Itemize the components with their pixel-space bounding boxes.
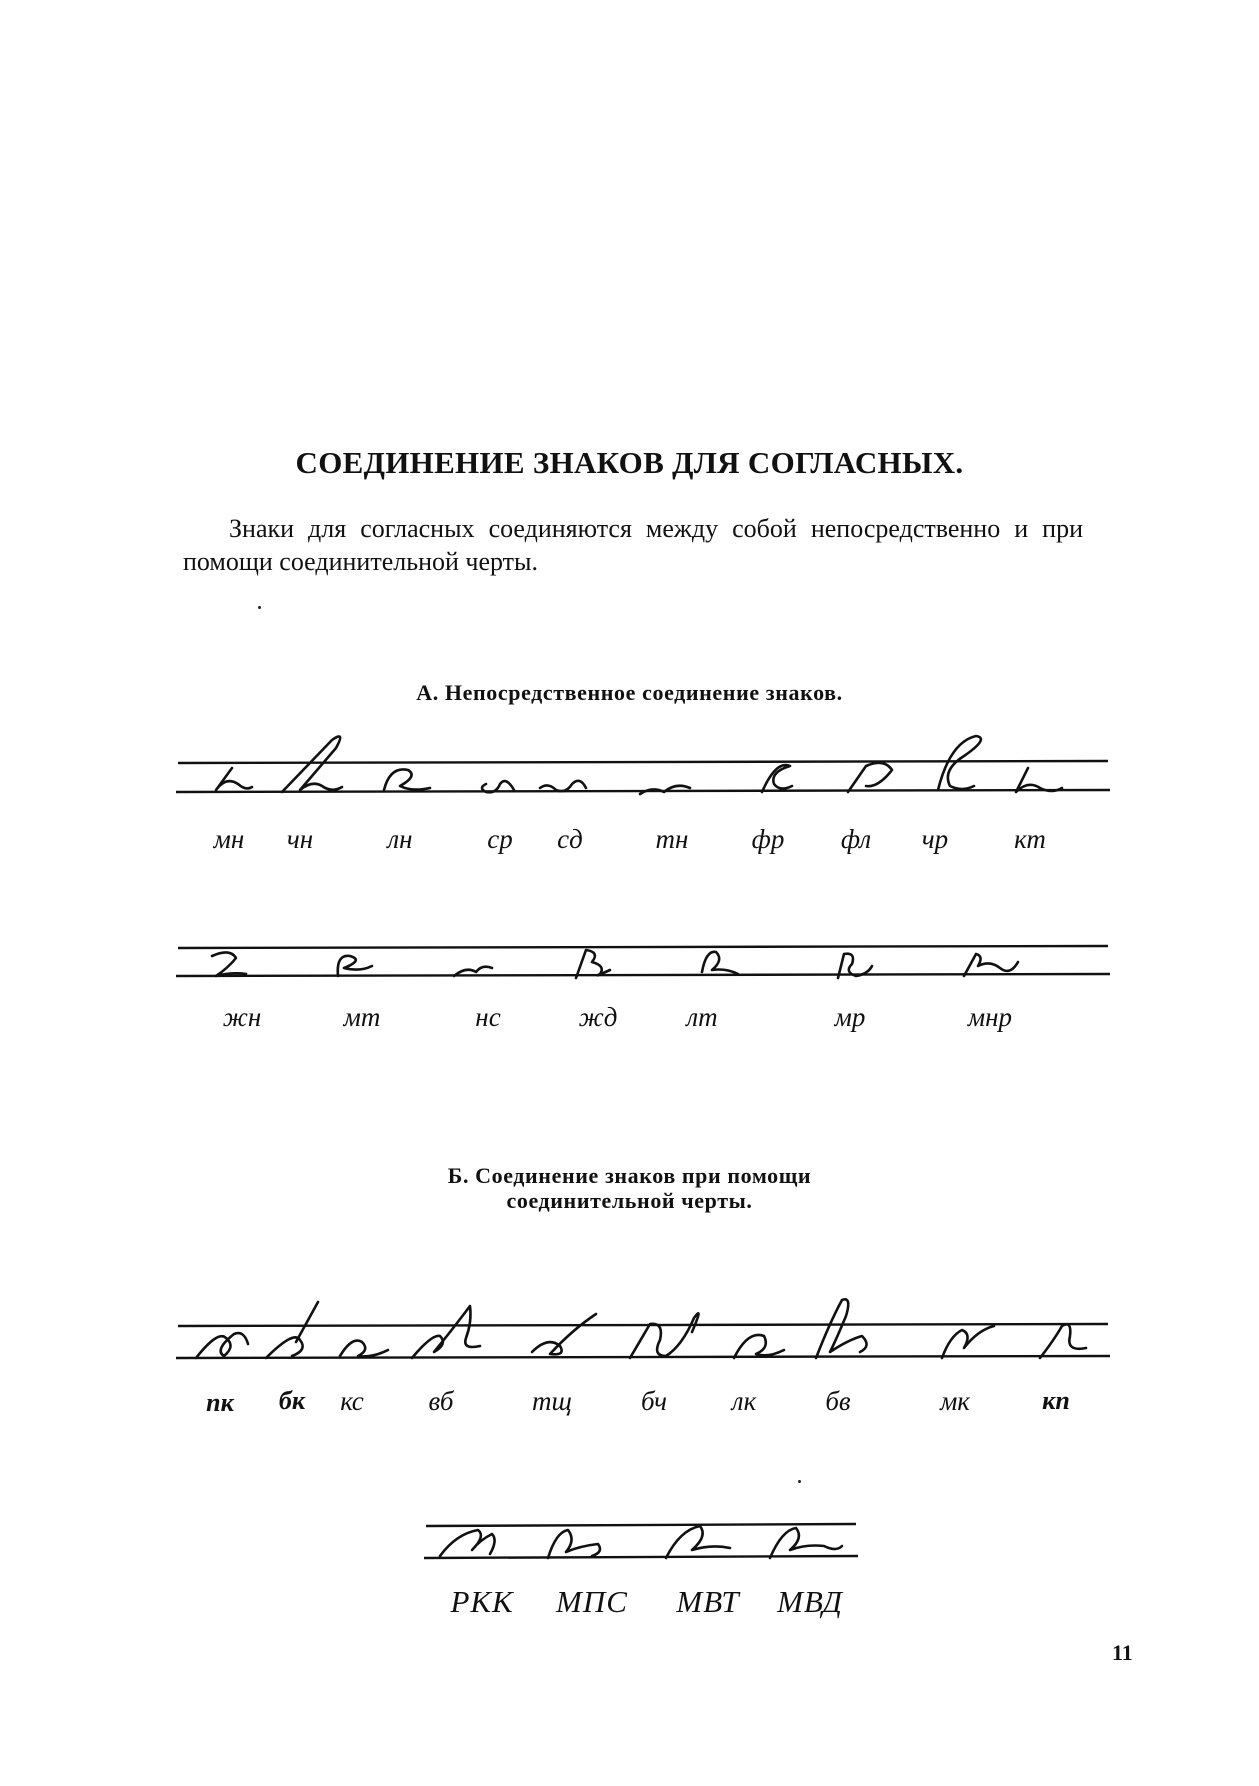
abbreviation-label: РКК [450, 1584, 514, 1619]
scan-speck [798, 1480, 801, 1483]
syllable-label: мк [940, 1386, 970, 1416]
abbreviation-label: МПС [556, 1584, 628, 1619]
syllable-label: мнр [967, 1002, 1013, 1032]
syllable-label: бв [825, 1386, 851, 1416]
abbreviation-label: МВТ [676, 1584, 740, 1619]
syllable-label: пк [206, 1388, 234, 1417]
syllable-label: нс [475, 1002, 501, 1032]
page-number: 11 [1112, 1640, 1133, 1665]
syllable-label: фр [751, 824, 785, 854]
syllable-label: кт [1014, 824, 1046, 854]
syllable-label: бк [278, 1386, 306, 1415]
shorthand-row-b2 [440, 1526, 842, 1558]
section-a-heading: А. Непосредственное соединение знаков. [416, 680, 843, 705]
syllable-label: тн [655, 824, 689, 854]
syllable-label: кп [1042, 1386, 1070, 1415]
syllable-label: лт [686, 1002, 718, 1032]
intro-text: Знаки для согласных соединяются между собой непосредственно и при помощи соединительной черты. [183, 514, 1083, 576]
syllable-label: чн [286, 824, 314, 854]
section-b-heading-line2: соединительной черты. [506, 1188, 753, 1213]
syllable-label: вб [428, 1386, 454, 1416]
syllable-label: фл [840, 824, 872, 854]
syllable-label: жд [578, 1002, 618, 1032]
syllable-label: мн [213, 824, 245, 854]
ruling-a2 [176, 946, 1110, 976]
syllable-label: жн [222, 1002, 262, 1032]
syllable-label: бч [640, 1386, 668, 1416]
syllable-label: кс [340, 1386, 364, 1416]
syllable-label: мр [834, 1002, 866, 1032]
shorthand-row-b1 [196, 1299, 1086, 1358]
shorthand-row-a1 [216, 736, 1062, 794]
syllable-label: лк [731, 1386, 757, 1416]
syllable-label: мт [343, 1002, 381, 1032]
syllable-label: ср [487, 824, 513, 854]
section-b-heading-line1: Б. Соединение знаков при помощи [447, 1163, 812, 1188]
scan-speck [258, 606, 261, 609]
page-title: СОЕДИНЕНИЕ ЗНАКОВ ДЛЯ СОГЛАСНЫХ. [295, 445, 964, 480]
syllable-label: сд [557, 824, 583, 854]
abbreviation-label: МВД [777, 1584, 843, 1619]
syllable-label: лн [387, 824, 413, 854]
syllable-label: тщ [532, 1386, 572, 1416]
syllable-label: чр [921, 824, 949, 854]
